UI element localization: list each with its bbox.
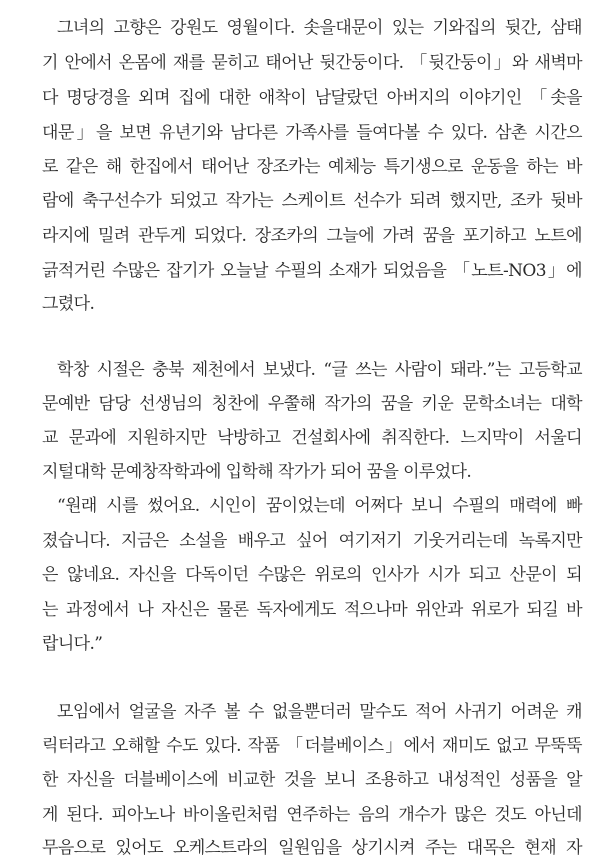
text-line: 학창 시절은 충북 제천에서 보냈다. “글 쓰는 사람이 돼라.”는 고등학교 [57,360,582,380]
text-line: 게 된다. 피아노나 바이올린처럼 연주하는 음의 개수가 많은 것도 아닌데 [42,805,582,825]
text-line: 문예반 담당 선생님의 칭찬에 우쭐해 작가의 꿈을 키운 문학소녀는 대학 [42,394,582,414]
text-line: 졌습니다. 지금은 소설을 배우고 싶어 여기저기 기웃거리는데 녹록지만 [42,531,582,551]
text-line: 로 같은 해 한집에서 태어난 장조카는 예체능 특기생으로 운동을 하는 바 [42,157,582,177]
text-line: 대문」을 보면 유년기와 남다른 가족사를 들여다볼 수 있다. 삼촌 시간으 [42,123,582,143]
text-line: 랍니다.” [42,634,103,654]
text-line: 무음으로 있어도 오케스트라의 일원임을 상기시켜 주는 대목은 현재 자 [42,838,582,858]
text-line: 는 과정에서 나 자신은 물론 독자에게도 적으나마 위안과 위로가 되길 바 [42,600,582,620]
text-line: 기 안에서 온몸에 재를 묻히고 태어난 뒷간둥이다. 「뒷간둥이」와 새벽마 [42,53,582,73]
text-line: “원래 시를 썼어요. 시인이 꿈이었는데 어쩌다 보니 수필의 매력에 빠 [57,496,582,516]
text-line: 그녀의 고향은 강원도 영월이다. 솟을대문이 있는 기와집의 뒷간, 삼태 [57,18,582,38]
text-line: 긁적거린 수많은 잡기가 오늘날 수필의 소재가 되었음을 「노트-NO3」에 [42,261,582,281]
text-line: 은 않네요. 자신을 다독이던 수많은 위로의 인사가 시가 되고 산문이 되 [42,565,582,585]
text-line: 교 문과에 지원하지만 낙방하고 건설회사에 취직한다. 느지막이 서울디 [42,428,582,448]
text-line: 라지에 밀려 관두게 되었다. 장조카의 그늘에 가려 꿈을 포기하고 노트에 [42,226,582,246]
text-line: 람에 축구선수가 되었고 작가는 스케이트 선수가 되려 했지만, 조카 뒷바 [42,191,582,211]
text-line: 다 명당경을 외며 집에 대한 애착이 남달랐던 아버지의 이야기인 「솟을 [42,88,582,108]
text-line: 릭터라고 오해할 수도 있다. 작품 「더블베이스」에서 재미도 없고 무뚝뚝 [42,736,582,756]
text-line: 한 자신을 더블베이스에 비교한 것을 보니 조용하고 내성적인 성품을 알 [42,770,582,790]
text-line: 모임에서 얼굴을 자주 볼 수 없을뿐더러 말수도 적어 사귀기 어려운 캐 [57,702,582,722]
text-line: 그렸다. [42,294,95,314]
text-line: 지털대학 문예창작학과에 입학해 작가가 되어 꿈을 이루었다. [42,462,472,482]
